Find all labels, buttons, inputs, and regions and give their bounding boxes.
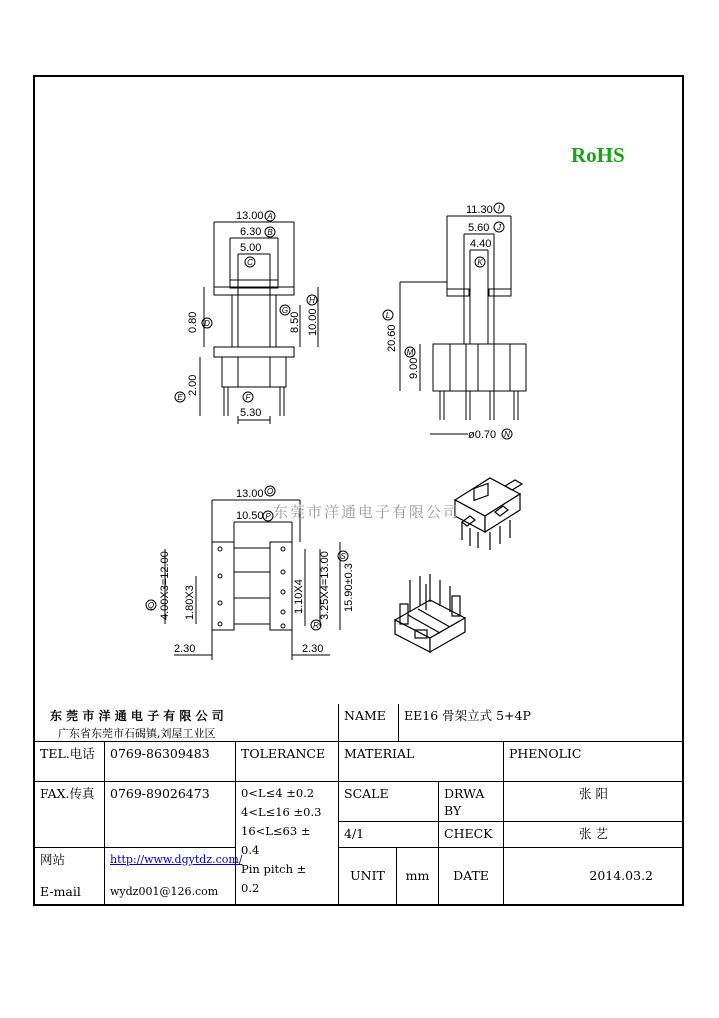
company-name: 东 莞 市 洋 通 电 子 有 限 公 司 xyxy=(50,709,224,723)
web-email-label-cell xyxy=(35,848,105,905)
bottom-label-3: R xyxy=(313,621,319,630)
rohs-mark: RoHS xyxy=(571,143,625,167)
material-value: PHENOLIC xyxy=(504,742,683,782)
front-label-3: D xyxy=(204,319,210,328)
web-email-value-cell xyxy=(105,848,243,905)
front-label-4: G xyxy=(281,306,289,315)
front-label-1: B xyxy=(267,228,273,237)
side-label-1: J xyxy=(497,223,501,232)
iso-view-bottom xyxy=(395,574,465,652)
bottom-dim-3: 1.80X3 xyxy=(184,585,196,620)
side-dim-4: 9.00 xyxy=(408,357,420,379)
side-label-0: I xyxy=(497,204,501,213)
front-dim-6: 2.00 xyxy=(187,374,199,396)
side-label-3: L xyxy=(385,311,391,320)
name-label: NAME xyxy=(339,704,399,742)
front-label-6: E xyxy=(177,393,183,402)
side-dim-5: ø0.70 xyxy=(468,429,497,441)
front-dim-2: 5.00 xyxy=(240,242,262,254)
bottom-label-0: O xyxy=(266,487,274,496)
website-link[interactable]: http://www.dgytdz.com/ xyxy=(110,853,243,866)
drawn-label: DRWA xyxy=(444,786,485,801)
tolerance-label: TOLERANCE xyxy=(236,742,339,782)
company-cell xyxy=(35,704,339,742)
front-dim-4: 8.50 xyxy=(289,311,301,333)
front-dim-7: 5.30 xyxy=(240,407,262,419)
front-dim-1: 6.30 xyxy=(240,226,262,238)
iso-view-top xyxy=(455,478,522,550)
bottom-dim-2: 4.00X3=12.00 xyxy=(159,551,171,620)
side-dim-2: 4.40 xyxy=(470,238,492,250)
bottom-dim-6: 15.90±0.3 xyxy=(343,563,355,612)
tolerance-values xyxy=(236,782,339,905)
bottom-label-4: S xyxy=(340,552,346,561)
side-label-5: N xyxy=(504,430,510,439)
scale-label: SCALE xyxy=(339,782,439,822)
front-dim-3: 0.80 xyxy=(187,311,199,333)
unit-value: mm xyxy=(397,848,439,905)
front-label-0: A xyxy=(267,212,273,221)
email-label: E-mail xyxy=(40,884,81,899)
drawn-label-cell xyxy=(439,782,504,822)
check-value: 张 艺 xyxy=(504,822,683,848)
date-label: DATE xyxy=(439,848,504,905)
front-label-7: F xyxy=(245,393,251,402)
front-dim-5: 10.00 xyxy=(307,308,319,336)
tolerance-line-3: 0.4 xyxy=(241,843,260,857)
front-dim-0: 13.00 xyxy=(236,210,264,222)
side-dim-3: 20.60 xyxy=(386,324,398,352)
bottom-dim-1: 10.50 xyxy=(236,510,264,522)
web-label: 网站 xyxy=(40,852,66,867)
unit-label: UNIT xyxy=(339,848,397,905)
bottom-label-2: Q xyxy=(147,601,155,610)
side-label-2: K xyxy=(477,258,483,267)
fax-value: 0769-89026473 xyxy=(105,782,236,848)
tel-label: TEL.电话 xyxy=(35,742,105,782)
material-label: MATERIAL xyxy=(339,742,504,782)
fax-label: FAX.传真 xyxy=(35,782,105,848)
side-dim-0: 11.30 xyxy=(466,204,493,216)
bottom-dim-7: 2.30 xyxy=(174,643,196,655)
date-value: 2014.03.2 xyxy=(589,868,653,883)
company-address: 广东省东莞市石碣镇,刘屋工业区 xyxy=(58,727,216,740)
tolerance-line-0: 0<L≤4 ±0.2 xyxy=(241,786,315,800)
bottom-label-1: P xyxy=(265,512,271,521)
tolerance-line-5: 0.2 xyxy=(241,881,260,895)
drawn-label-2: BY xyxy=(444,803,462,818)
bottom-dim-4: 1.10X4 xyxy=(293,579,305,614)
tel-value: 0769-86309483 xyxy=(105,742,236,782)
bottom-dim-8: 2.30 xyxy=(302,643,324,655)
side-view xyxy=(383,203,526,439)
watermark: 东莞市洋通电子有限公司 xyxy=(273,503,461,521)
tolerance-line-1: 4<L≤16 ±0.3 xyxy=(241,805,322,819)
front-label-5: H xyxy=(309,296,315,305)
tolerance-line-4: Pin pitch ± xyxy=(241,862,307,876)
side-label-4: M xyxy=(406,348,414,357)
check-label: CHECK xyxy=(439,822,504,848)
drawn-value: 张 阳 xyxy=(504,782,683,822)
scale-value: 4/1 xyxy=(339,822,439,848)
bottom-dim-5: 3.25X4=13.00 xyxy=(319,551,331,620)
tolerance-line-2: 16<L≤63 ± xyxy=(241,824,311,838)
title-block xyxy=(35,704,683,905)
email-value: wydz001@126.com xyxy=(110,885,219,898)
name-value: EE16 骨架立式 5+4P xyxy=(399,704,683,742)
front-label-2: C xyxy=(247,258,253,267)
bottom-dim-0: 13.00 xyxy=(236,488,264,500)
side-dim-1: 5.60 xyxy=(468,222,490,234)
